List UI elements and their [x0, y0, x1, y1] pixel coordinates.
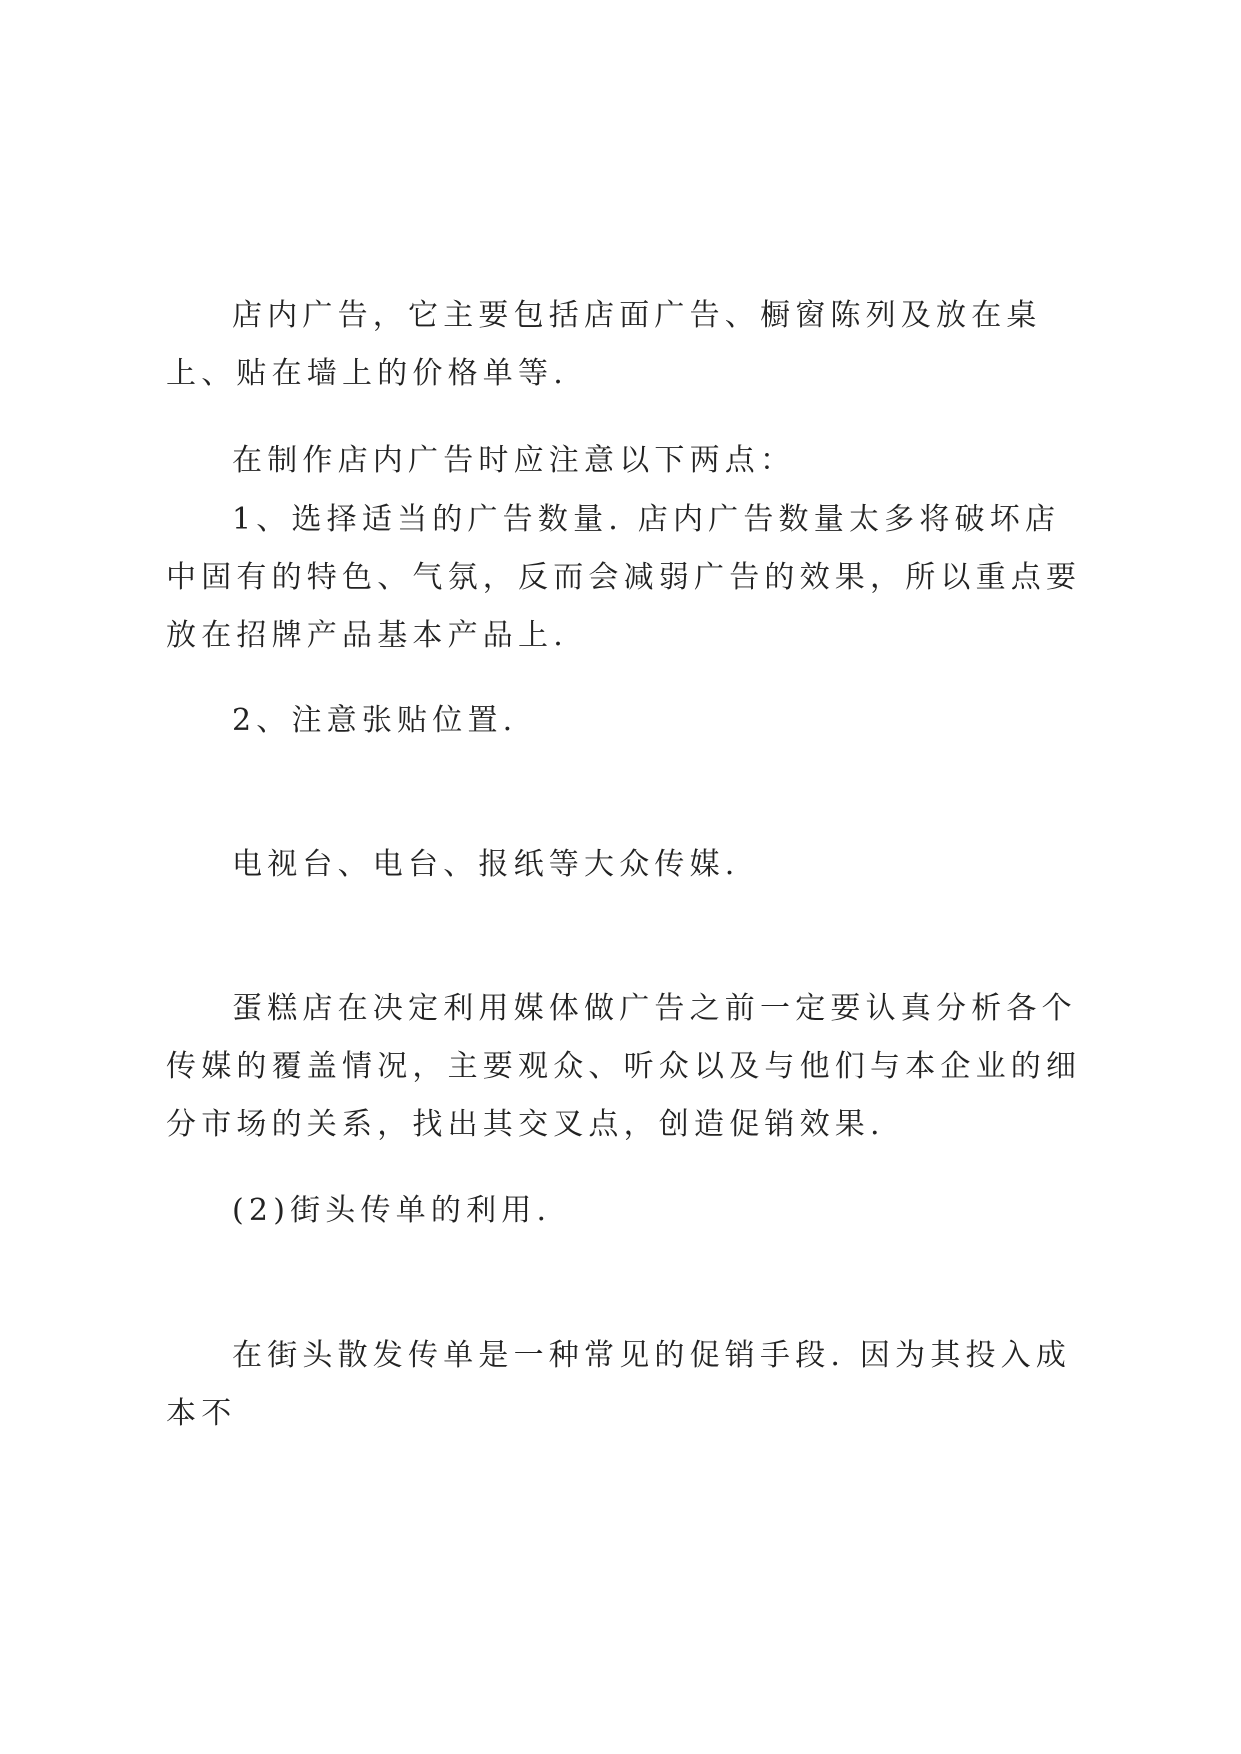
paragraph-point-1: 1、选择适当的广告数量. 店内广告数量太多将破坏店中固有的特色、气氛，反而会减弱广告的效果，所以重点要放在招牌产品基本产品上.	[166, 502, 1082, 653]
paragraph-flyers-heading: (2)街头传单的利用.	[232, 1193, 552, 1228]
paragraph-media-analysis: 蛋糕店在决定利用媒体做广告之前一定要认真分析各个传媒的覆盖情况，主要观众、听众以及与他们与本企业的细分市场的关系，找出其交叉点，创造促销效果.	[166, 991, 1082, 1142]
paragraph-point-2: 2、注意张贴位置.	[232, 703, 518, 738]
paragraph-flyers-body: 在街头散发传单是一种常见的促销手段. 因为其投入成本不	[166, 1338, 1072, 1431]
paragraph-ad-notes-intro: 在制作店内广告时应注意以下两点：	[232, 443, 796, 478]
paragraph-store-ads: 店内广告，它主要包括店面广告、橱窗陈列及放在桌上、贴在墙上的价格单等.	[166, 298, 1042, 391]
paragraph-mass-media: 电视台、电台、报纸等大众传媒.	[232, 847, 740, 882]
